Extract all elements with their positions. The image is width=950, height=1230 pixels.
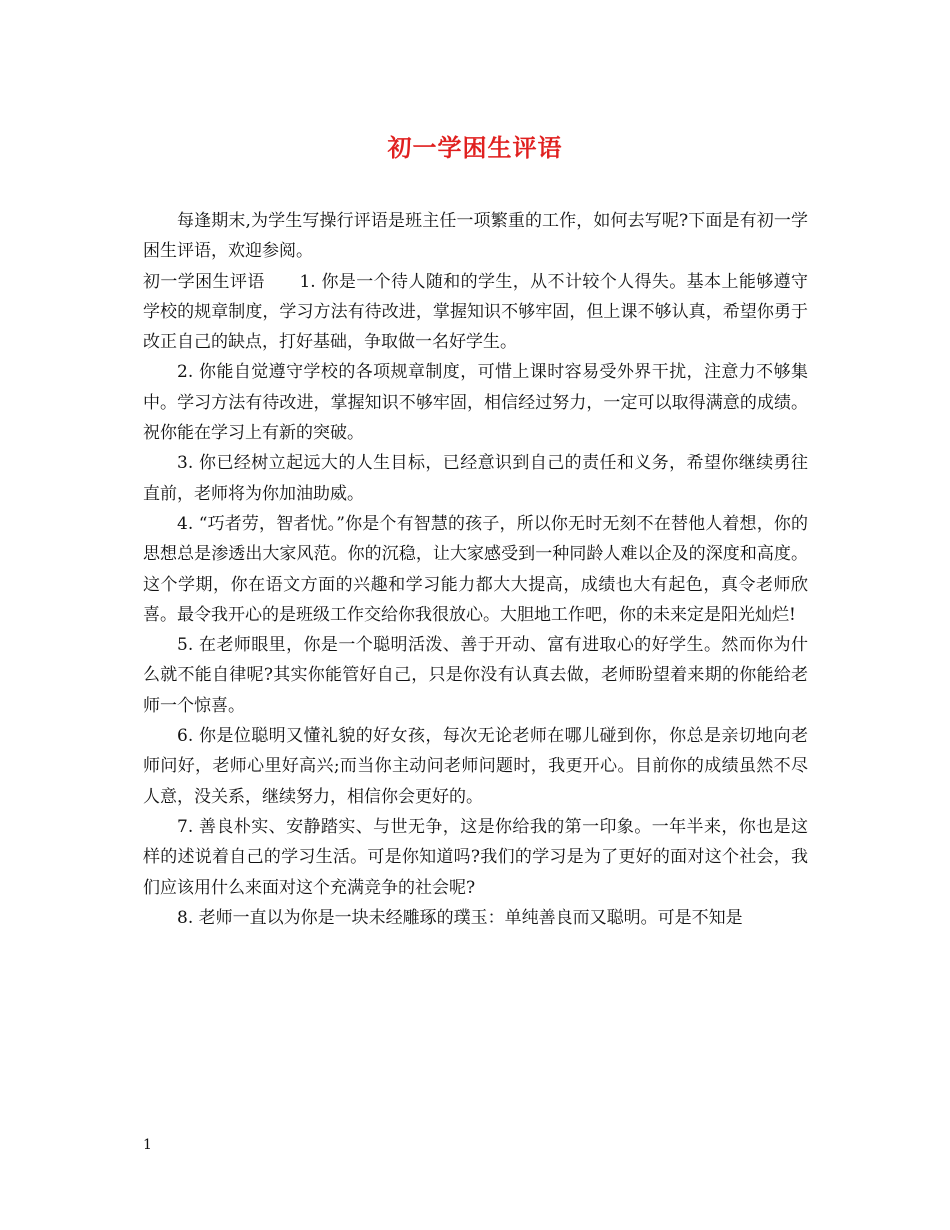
paragraph-intro: 每逢期末,为学生写操行评语是班主任一项繁重的工作，如何去写呢?下面是有初一学困生评语，欢迎参阅。 — [143, 211, 808, 262]
paragraph-comment-4: 4. “巧者劳，智者忧。”你是个有智慧的孩子，所以你无时无刻不在替他人着想，你的思想总是渗透出大家风范。你的沉稳，让大家感受到一种同龄人难以企及的深度和高度。这个学期，你在语文方面的兴趣和学习能力都大大提高，成绩也大有起色，真令老师欣喜。最令我开心的是班级工作交给你我很放心。大胆地工作吧，你的未来定是阳光灿烂! — [143, 513, 808, 625]
page-number: 1 — [143, 1137, 152, 1153]
document-body — [143, 206, 808, 933]
paragraph-comment-2: 2. 你能自觉遵守学校的各项规章制度，可惜上课时容易受外界干扰，注意力不够集中。学习方法有待改进，掌握知识不够牢固，相信经过努力，一定可以取得满意的成绩。祝你能在学习上有新的突破。 — [143, 362, 808, 444]
paragraph-comment-3: 3. 你已经树立起远大的人生目标，已经意识到自己的责任和义务，希望你继续勇往直前，老师将为你加油助威。 — [143, 453, 808, 504]
page-title: 初一学困生评语 — [387, 133, 563, 162]
paragraph-comment-1: 初一学困生评语 1. 你是一个待人随和的学生，从不计较个人得失。基本上能够遵守学校的规章制度，学习方法有待改进，掌握知识不够牢固，但上课不够认真，希望你勇于改正自己的缺点，打好基础，争取做一名好学生。 — [143, 271, 808, 353]
paragraph-comment-7: 7. 善良朴实、安静踏实、与世无争，这是你给我的第一印象。一年半来，你也是这样的述说着自己的学习生活。可是你知道吗?我们的学习是为了更好的面对这个社会，我们应该用什么来面对这个充满竞争的社会呢? — [143, 816, 808, 898]
paragraph-comment-8: 8. 老师一直以为你是一块未经雕琢的璞玉：单纯善良而又聪明。可是不知是 — [177, 907, 743, 928]
paragraph-comment-5: 5. 在老师眼里，你是一个聪明活泼、善于开动、富有进取心的好学生。然而你为什么就不能自律呢?其实你能管好自己，只是你没有认真去做，老师盼望着来期的你能给老师一个惊喜。 — [143, 635, 808, 716]
paragraph-comment-6: 6. 你是位聪明又懂礼貌的好女孩，每次无论老师在哪儿碰到你，你总是亲切地向老师问好，老师心里好高兴;而当你主动问老师问题时，我更开心。目前你的成绩虽然不尽人意，没关系，继续努力，相信你会更好的。 — [143, 726, 808, 807]
